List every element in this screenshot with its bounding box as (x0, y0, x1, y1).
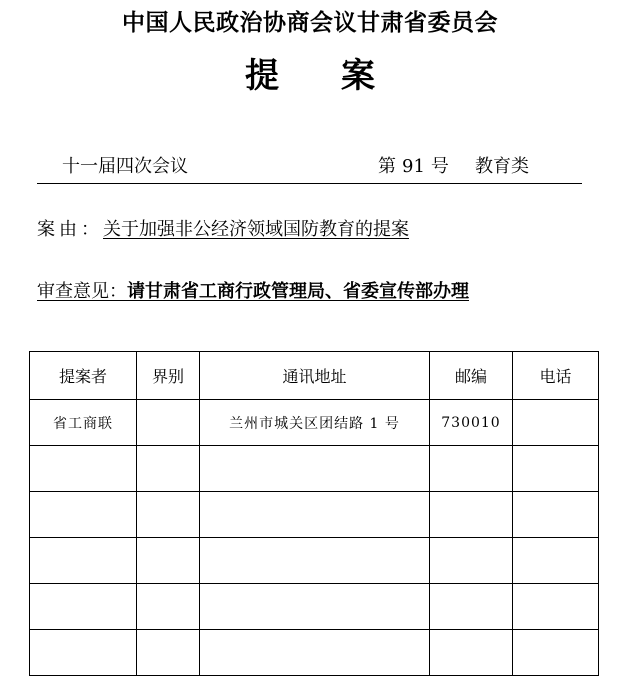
cell-phone (513, 400, 599, 446)
cell-postcode (430, 492, 513, 538)
cell-proposer: 省工商联 (30, 400, 137, 446)
cell-postcode (430, 630, 513, 676)
header-address: 通讯地址 (200, 352, 430, 400)
organization-title: 中国人民政治协商会议甘肃省委员会 (122, 9, 498, 36)
header-postcode: 邮编 (430, 352, 513, 400)
cell-proposer (30, 446, 137, 492)
cell-postcode: 730010 (430, 400, 513, 446)
cell-address (200, 630, 430, 676)
cell-phone (513, 446, 599, 492)
cell-address: 兰州市城关区团结路 1 号 (200, 400, 430, 446)
table-header-row (30, 352, 599, 400)
header-sector: 界别 (137, 352, 200, 400)
cell-sector (137, 400, 200, 446)
cell-address (200, 584, 430, 630)
number-prefix: 第 (378, 156, 396, 177)
number-value: 91 (402, 156, 425, 177)
cell-address (200, 446, 430, 492)
cell-proposer (30, 630, 137, 676)
table-row (30, 630, 599, 676)
cell-postcode (430, 446, 513, 492)
cell-sector (137, 446, 200, 492)
cell-proposer (30, 584, 137, 630)
cell-postcode (430, 538, 513, 584)
proposal-number (378, 152, 449, 178)
cell-sector (137, 630, 200, 676)
session-label: 十一届四次会议 (62, 156, 188, 177)
reason-line (37, 215, 409, 241)
cell-proposer (30, 492, 137, 538)
table-row (30, 400, 599, 446)
review-line (37, 277, 469, 303)
category-label: 教育类 (475, 156, 529, 177)
cell-phone (513, 492, 599, 538)
cell-postcode (430, 584, 513, 630)
cell-sector (137, 584, 200, 630)
cell-sector (137, 538, 200, 584)
cell-phone (513, 630, 599, 676)
header-phone: 电话 (513, 352, 599, 400)
review-value: 请甘肃省工商行政管理局、省委宣传部办理 (127, 281, 469, 302)
review-label: 审查意见： (37, 281, 127, 302)
cell-address (200, 538, 430, 584)
table-row (30, 446, 599, 492)
header-divider (37, 183, 582, 184)
document-title: 提案 (245, 56, 437, 96)
reason-value: 关于加强非公经济领域国防教育的提案 (103, 219, 409, 240)
cell-sector (137, 492, 200, 538)
header-proposer: 提案者 (30, 352, 137, 400)
cell-address (200, 492, 430, 538)
number-suffix: 号 (430, 156, 449, 177)
cell-proposer (30, 538, 137, 584)
table-row (30, 584, 599, 630)
proposer-table (29, 351, 599, 676)
reason-label: 案由： (37, 219, 103, 240)
table-row (30, 492, 599, 538)
table-row (30, 538, 599, 584)
cell-phone (513, 584, 599, 630)
cell-phone (513, 538, 599, 584)
